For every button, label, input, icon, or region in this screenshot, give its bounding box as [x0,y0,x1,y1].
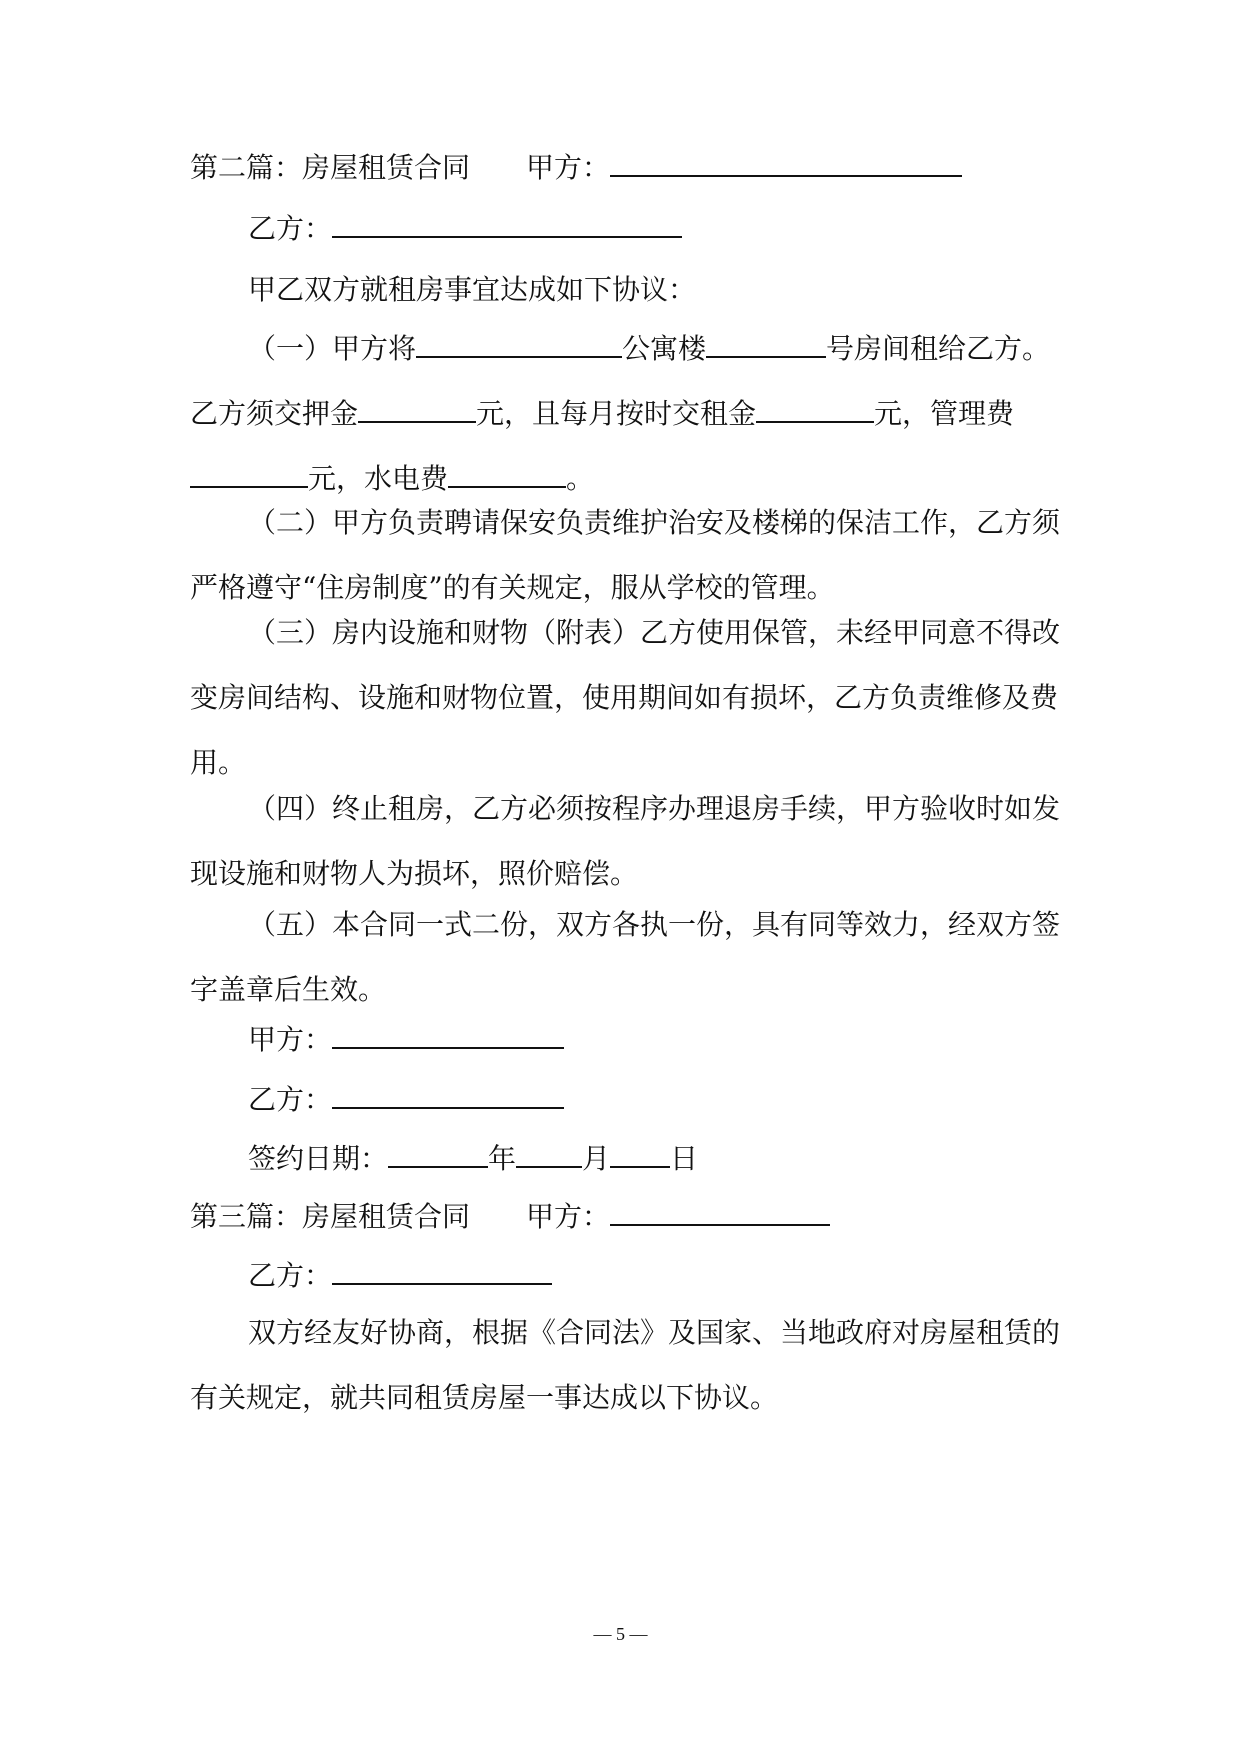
section-three-title: 第三篇：房屋租赁合同 [190,1200,471,1233]
year-label: 年 [488,1142,517,1175]
deposit-blank[interactable] [358,397,476,423]
clause-one-text: 元，水电费 [308,462,449,495]
signature-party-a-blank[interactable] [332,1023,564,1049]
clause-one-text: （一）甲方将 [248,332,417,365]
building-blank[interactable] [416,332,622,358]
month-label: 月 [582,1142,611,1175]
section-two-heading [190,146,1070,186]
signature-party-b-blank[interactable] [332,1083,564,1109]
section-three-party-a-label: 甲方： [526,1200,611,1233]
section-three-party-b [248,1254,1128,1294]
party-b-line [248,207,1128,247]
clause-one-text: 。 [566,462,595,495]
clause-four: （四）终止租房，乙方必须按程序办理退房手续，甲方验收时如发现设施和财物人为损坏，照价赔偿。 [190,792,1061,890]
intro-paragraph: 甲乙双方就租房事宜达成如下协议： [248,273,697,306]
clause-one [190,316,1070,511]
day-label: 日 [670,1142,699,1175]
clause-one-text: 元，且每月按时交租金 [476,397,757,430]
section-three-intro: 双方经友好协商，根据《合同法》及国家、当地政府对房屋租赁的有关规定，就共同租赁房屋一事达成以下协议。 [190,1316,1061,1414]
party-a-blank[interactable] [610,151,962,177]
page-number: — 5 — [593,1624,648,1644]
clause-two: （二）甲方负责聘请保安负责维护治安及楼梯的保洁工作，乙方须严格遵守“住房制度”的有关规定，服从学校的管理。 [190,506,1061,604]
signature-party-b [248,1078,1128,1118]
room-number-blank[interactable] [706,332,826,358]
section-two-title: 第二篇：房屋租赁合同 [190,151,471,184]
clause-one-text: 公寓楼 [622,332,707,365]
month-blank[interactable] [516,1142,582,1168]
clause-one-text: 号房间租给乙方。乙方须交押金 [190,332,1051,430]
section-three-party-b-label: 乙方： [248,1259,333,1292]
utility-fee-blank[interactable] [448,462,566,488]
section-three-party-a-blank[interactable] [610,1200,830,1226]
party-a-label: 甲方： [526,151,611,184]
section-three-party-b-blank[interactable] [332,1259,552,1285]
clause-one-text: 元，管理费 [874,397,1015,430]
signature-party-a [248,1018,1128,1058]
signature-party-a-label: 甲方： [248,1023,333,1056]
signing-date [248,1137,1128,1177]
party-b-blank[interactable] [332,212,682,238]
clause-three: （三）房内设施和财物（附表）乙方使用保管，未经甲同意不得改变房间结构、设施和财物位置，使用期间如有损坏，乙方负责维修及费用。 [190,616,1061,779]
management-fee-blank[interactable] [190,462,308,488]
day-blank[interactable] [610,1142,670,1168]
section-three-heading [190,1195,1070,1235]
party-b-label: 乙方： [248,212,333,245]
signing-date-label: 签约日期： [248,1142,389,1175]
clause-five: （五）本合同一式二份，双方各执一份，具有同等效力，经双方签字盖章后生效。 [190,908,1061,1006]
rent-blank[interactable] [756,397,874,423]
year-blank[interactable] [388,1142,488,1168]
signature-party-b-label: 乙方： [248,1083,333,1116]
